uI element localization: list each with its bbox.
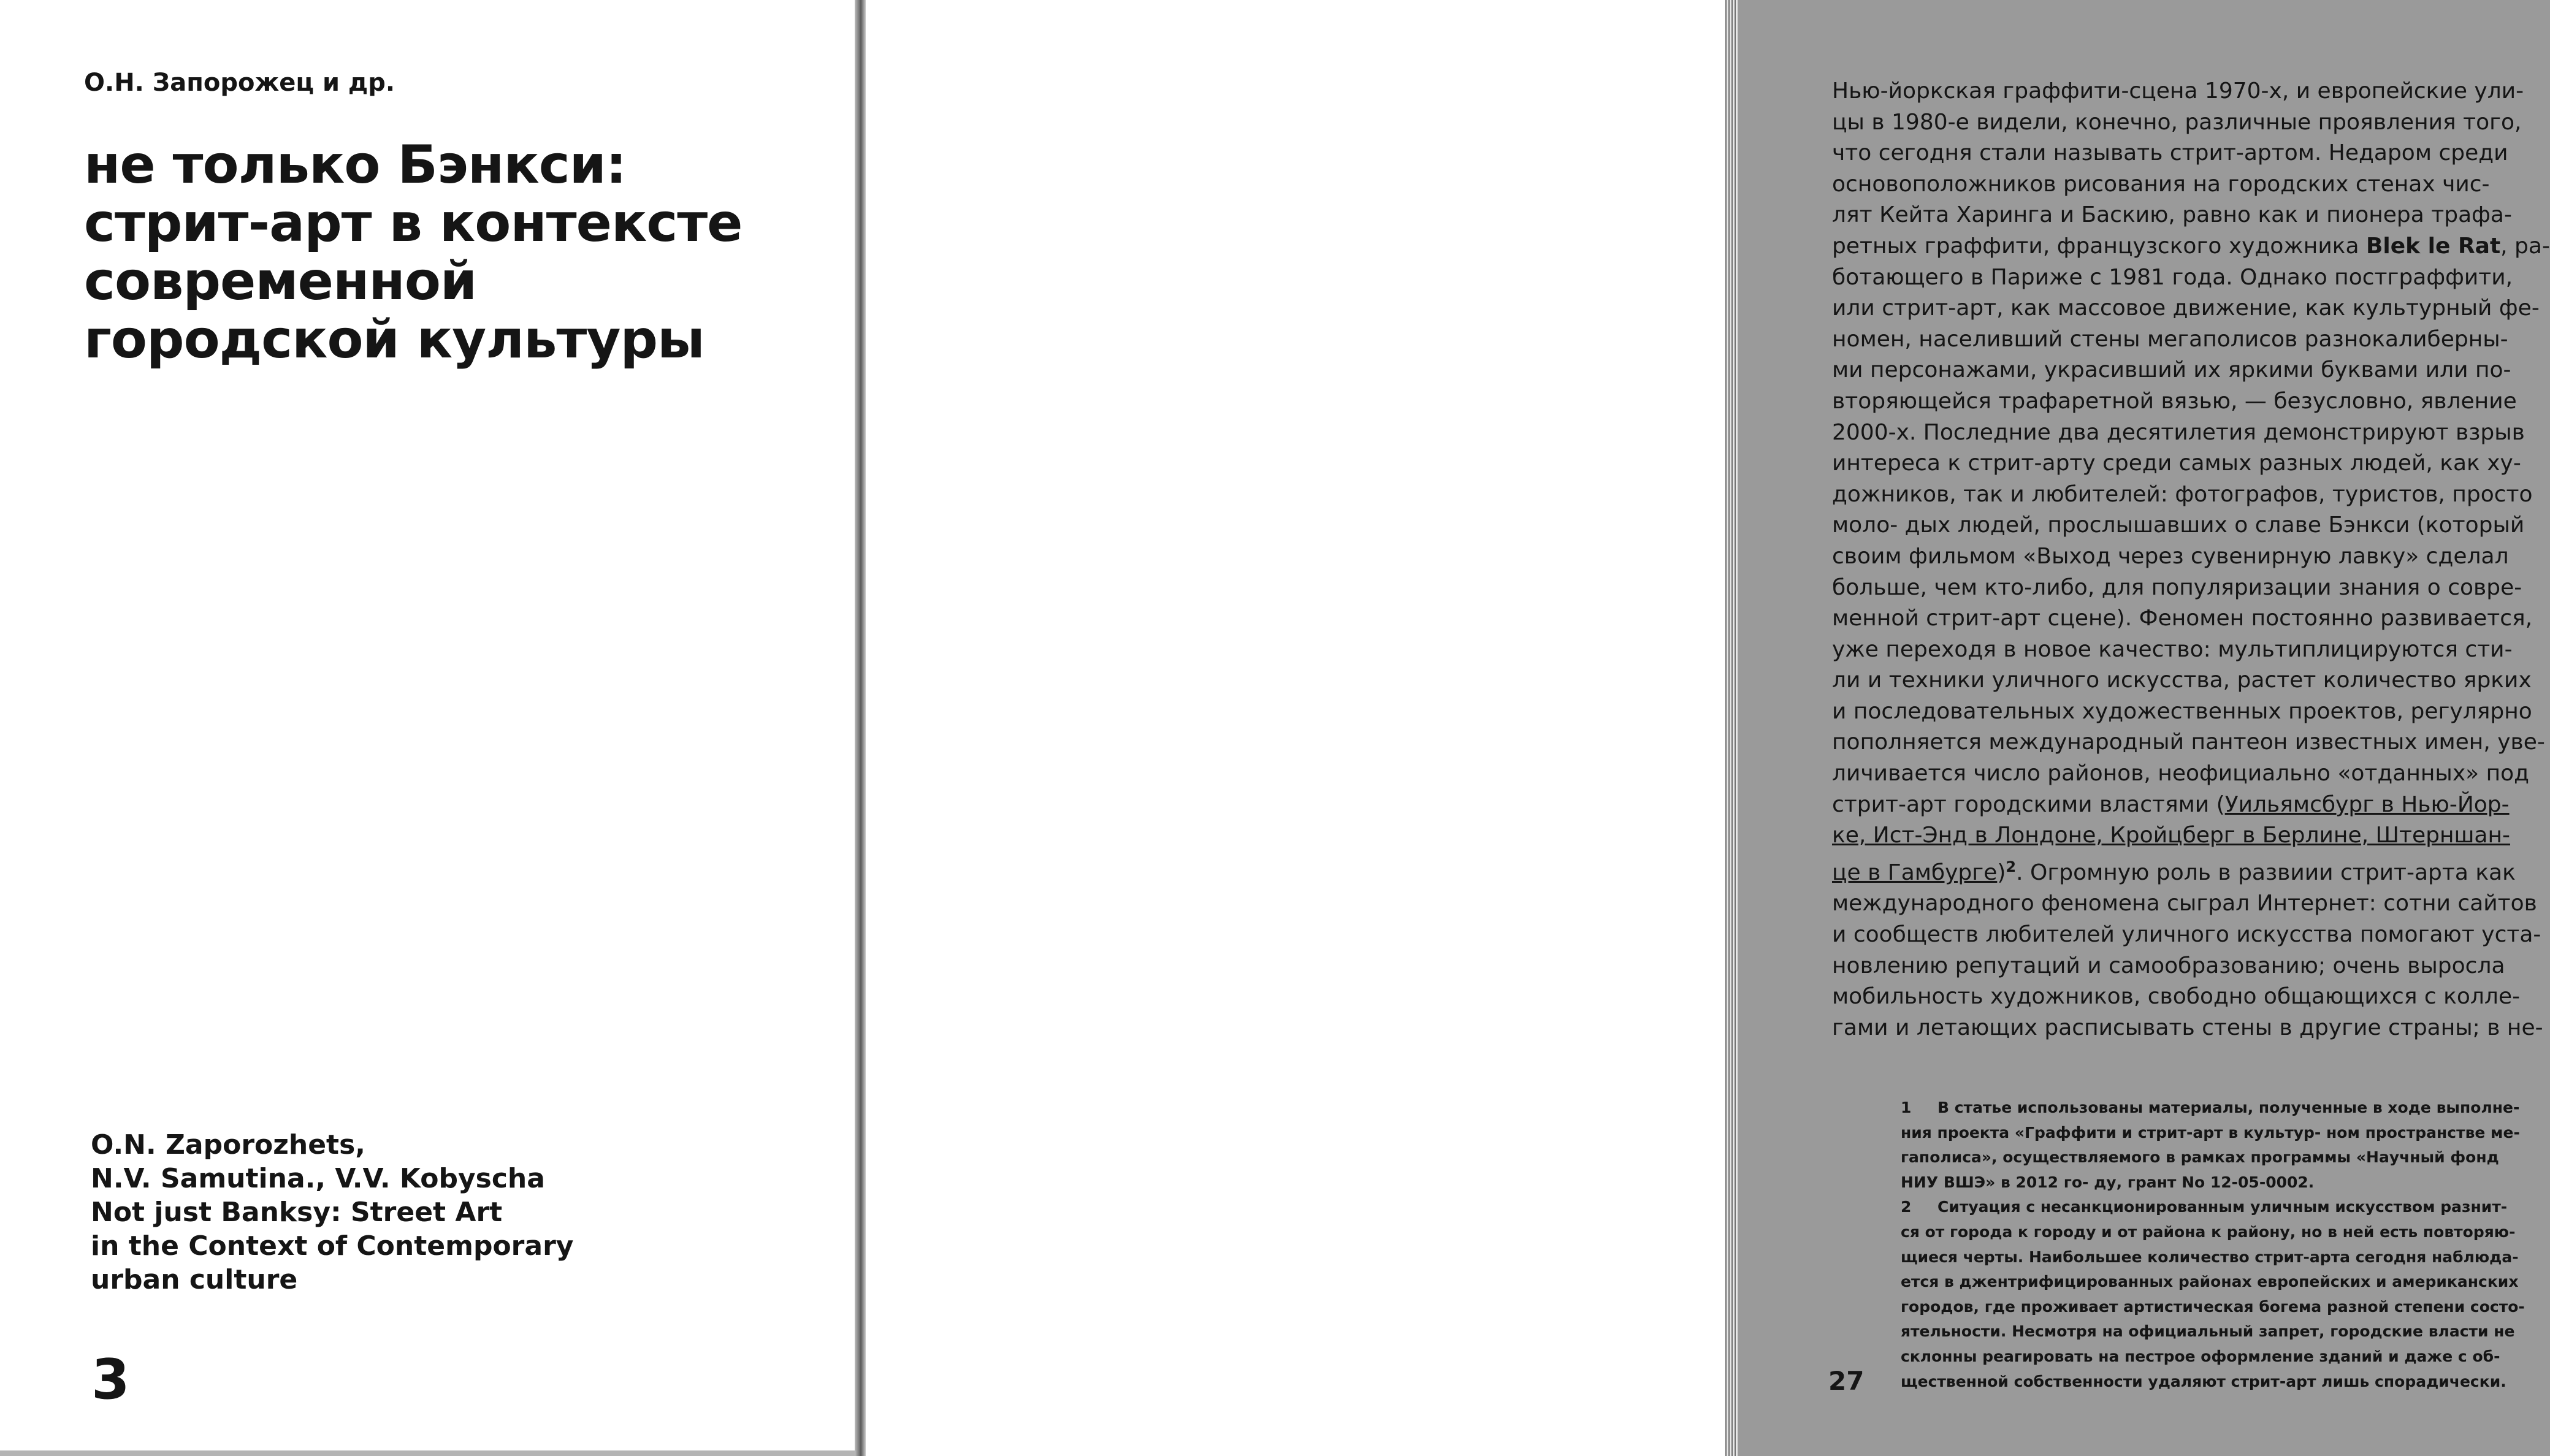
text-line: дожников, так и любителей: фотографов, туристов, просто (1832, 481, 2533, 507)
footnote-line: щественной собственности удаляют стрит-арт лишь спорадически. (1901, 1372, 2506, 1390)
page-stack-edge (1725, 0, 1738, 1456)
footnote-line: НИУ ВШЭ» в 2012 го- ду, грант No 12-05-0002. (1901, 1173, 2315, 1191)
authors-russian: О.Н. Запорожец и др. (84, 69, 395, 97)
text-line: уже переходя в новое качество: мультиплицируются сти- (1832, 636, 2513, 662)
left-page (0, 0, 855, 1450)
body-text (1832, 76, 2550, 1043)
text-line (1832, 790, 2519, 821)
text-line: ботающего в Париже с 1981 года. Однако постграффити, (1832, 264, 2513, 290)
text-line: международного феномена сыграл Интернет: сотни сайтов (1832, 891, 2537, 917)
text-line: ли и техники уличного искусства, растет количество ярких (1832, 668, 2532, 693)
text-line: лят Кейта Харинга и Баскию, равно как и пионера трафа- (1832, 202, 2512, 228)
text-line: что сегодня стали называть стрит-артом. Недаром среди (1832, 140, 2508, 166)
text-fragment: . Огромную роль в развиии стрит-арта как (2016, 859, 2516, 885)
text-line (1832, 820, 2519, 852)
footnote-line: городов, где проживает артистическая богема разной степени состо- (1901, 1297, 2525, 1316)
text-fragment: ретных граффити, французского художника (1832, 233, 2366, 259)
footnote-line: щиеся черты. Наибольшее количество стрит-арта сегодня наблюда- (1901, 1248, 2519, 1266)
underlined-places: це в Гамбурге (1832, 859, 1998, 885)
text-line: гами и летающих расписывать стены в другие страны; в не- (1832, 1015, 2543, 1040)
footnote-number: 2 (1901, 1198, 1912, 1216)
text-line: и сообществ любителей уличного искусства помогают уста- (1832, 922, 2541, 948)
footnote-line: склонны реагировать на пестрое оформление зданий и даже с об- (1901, 1347, 2500, 1365)
title-line: городской культуры (84, 309, 704, 370)
text-line: ми персонажами, украсивший их яркими буквами или по- (1832, 357, 2511, 383)
footnote-line (1901, 1096, 2521, 1121)
footnote-line: ся от города к городу и от района к району, но в ней есть повторяю- (1901, 1222, 2516, 1241)
footnote-line: ятельности. Несмотря на официальный запрет, городские власти не (1901, 1322, 2515, 1341)
page-number-left: 3 (91, 1347, 130, 1412)
title-line: современной (84, 251, 477, 312)
underlined-places: ке, Ист-Энд в Лондоне, Кройцберг в Берлине, Штерншан- (1832, 823, 2511, 848)
text-line: менной стрит-арт сцене). Феномен постоянно развивается, (1832, 606, 2533, 631)
text-line: своим фильмом «Выход через сувенирную лавку» сделал (1832, 543, 2509, 569)
text-line: интереса к стрит-арту среди самых разных людей, как ху- (1832, 451, 2521, 476)
footnote-ref: 2 (2006, 858, 2017, 875)
english-title-line: in the Context of Contemporary (91, 1230, 574, 1262)
text-line: новлению репутаций и самообразованию; очень выросла (1832, 953, 2505, 978)
text-line: 2000-х. Последние два десятилетия демонстрируют взрыв (1832, 419, 2525, 445)
text-line: Нью-йоркская граффити-сцена 1970-х, и европейские ули- (1832, 78, 2524, 104)
text-line: моло- дых людей, прослышавших о славе Бэнкси (который (1832, 513, 2525, 538)
text-line (1832, 231, 2550, 262)
book-gutter (855, 0, 866, 1456)
text-line: мобильность художников, свободно общающихся с колле- (1832, 984, 2521, 1010)
footnote-number: 1 (1901, 1099, 1912, 1116)
text-line: пополняется международный пантеон известных имен, уве- (1832, 730, 2545, 755)
text-line (1832, 852, 2519, 889)
footnote-line: ется в джентрифицированных районах европейских и американских (1901, 1273, 2519, 1291)
underlined-places: Уильямсбург в Нью-Йор- (2224, 791, 2510, 817)
artist-name-bold: Blek le Rat (2365, 233, 2501, 259)
text-line: больше, чем кто-либо, для популяризации знания о совре- (1832, 574, 2522, 600)
text-fragment: стрит-арт городскими властями ( (1832, 791, 2225, 817)
text-fragment: , ра- (2500, 233, 2550, 259)
english-title-block (91, 1128, 573, 1297)
english-title-line: urban culture (91, 1264, 298, 1295)
footnote-text: В статье использованы материалы, полученные в ходе выполне- (1937, 1099, 2520, 1116)
text-line: личивается число районов, неофициально «отданных» под (1832, 761, 2530, 787)
footnote-line: ния проекта «Граффити и стрит-арт в культур- ном пространстве ме- (1901, 1123, 2520, 1142)
title-line: стрит-арт в контексте (84, 192, 742, 254)
text-line: или стрит-арт, как массовое движение, как культурный фе- (1832, 295, 2540, 321)
english-authors-line: O.N. Zaporozhets, (91, 1129, 365, 1161)
footnote-text: Ситуация с несанкционированным уличным искусством разнит- (1937, 1198, 2508, 1216)
text-line: цы в 1980-е видели, конечно, различные проявления того, (1832, 109, 2522, 135)
page-edge (0, 1450, 855, 1456)
english-title-line: Not just Banksy: Street Art (91, 1197, 503, 1228)
text-line: и последовательных художественных проектов, регулярно (1832, 698, 2532, 724)
right-page (866, 0, 2550, 1456)
text-line: номен, населивший стены мегаполисов разнокалиберны- (1832, 326, 2508, 352)
article-title-russian (84, 136, 820, 369)
close-paren: ) (1997, 859, 2006, 885)
footnote-line (1901, 1195, 2521, 1220)
english-authors-line: N.V. Samutina., V.V. Kobyscha (91, 1163, 545, 1194)
footnote-line: гаполиса», осуществляемого в рамках программы «Научный фонд (1901, 1148, 2499, 1167)
page-number-right: 27 (1828, 1366, 1865, 1396)
title-line: не только Бэнкси: (84, 134, 627, 196)
text-line: вторяющейся трафаретной вязью, — безусловно, явление (1832, 388, 2517, 414)
footnotes (1901, 1096, 2525, 1394)
text-line: основоположников рисования на городских стенах чис- (1832, 171, 2490, 197)
